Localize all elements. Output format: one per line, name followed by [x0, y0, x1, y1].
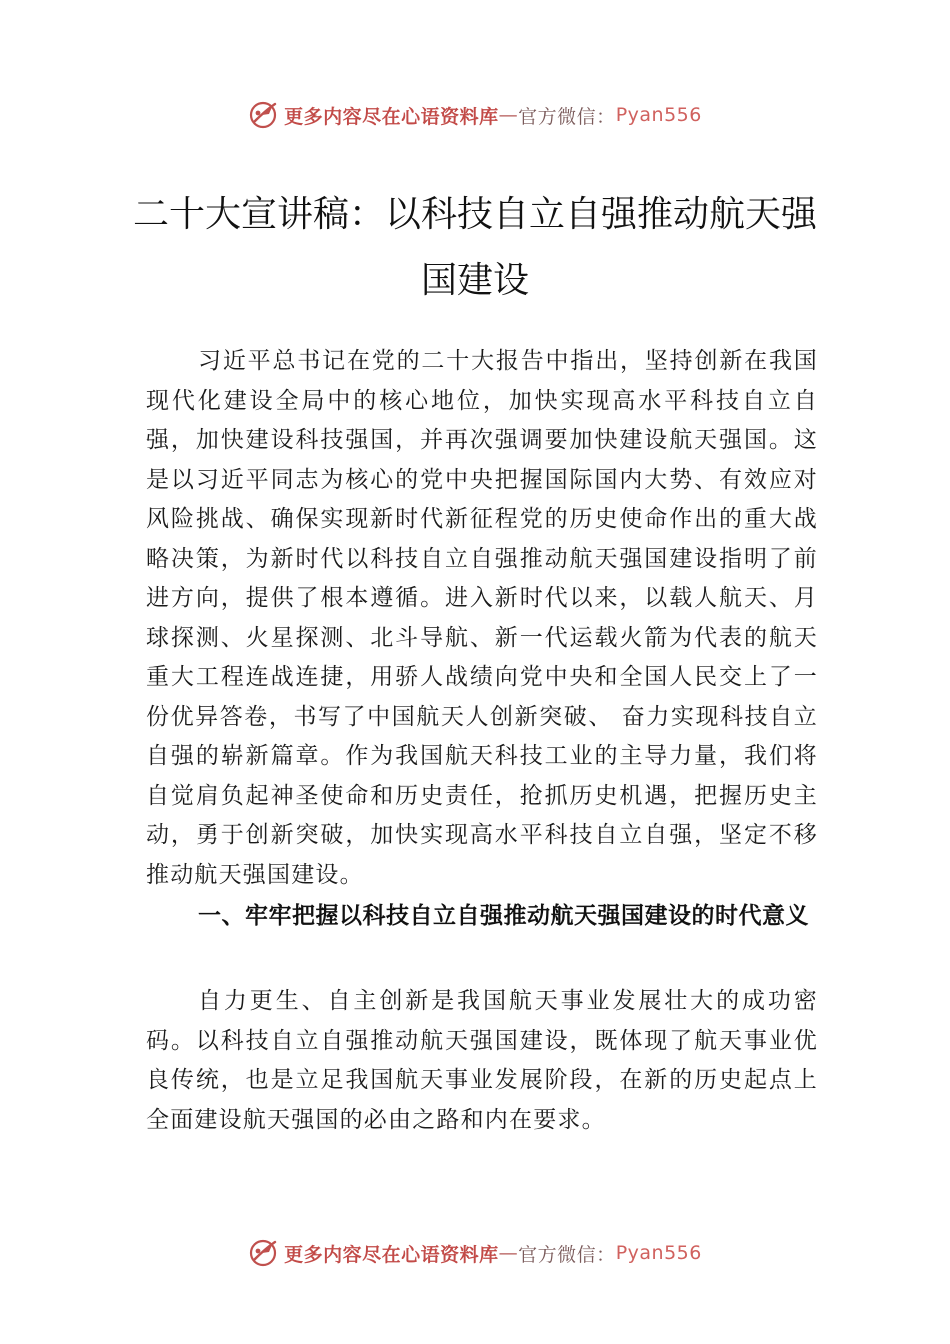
watermark-brand: 更多内容尽在心语资料库 [284, 105, 499, 128]
watermark-separator: — [498, 1242, 519, 1264]
watermark-label: 官方微信： [518, 1243, 616, 1266]
watermark-separator: — [498, 104, 519, 126]
watermark-wechat-id: Pyan556 [615, 1242, 702, 1264]
watermark-header [0, 95, 950, 135]
watermark-brand: 更多内容尽在心语资料库 [284, 1243, 499, 1266]
quill-pen-logo-icon [248, 1238, 278, 1268]
paragraph-section-1: 自力更生、自主创新是我国航天事业发展壮大的成功密码。以科技自立自强推动航天强国建设，既体现了航天事业优良传统，也是立足我国航天事业发展阶段，在新的历史起点上全面建设航天强国的必由之路和内在要求。 [146, 988, 818, 1133]
document-title: 二十大宣讲稿：以科技自立自强推动航天强国建设 [132, 194, 817, 301]
quill-pen-logo-icon [248, 100, 278, 130]
watermark-label: 官方微信： [518, 105, 616, 128]
watermark-wechat-id: Pyan556 [615, 104, 702, 126]
section-heading-1: 一、牢牢把握以科技自立自强推动航天强国建设的时代意义 [198, 903, 809, 929]
paragraph-intro: 习近平总书记在党的二十大报告中指出，坚持创新在我国现代化建设全局中的核心地位，加快实现高水平科技自立自强，加快建设科技强国，并再次强调要加快建设航天强国。这是以习近平同志为核心的党中央把握国际国内大势、有效应对风险挑战、确保实现新时代新征程党的历史使命作出的重大战略决策，为新时代以科技自立自强推动航天强国建设指明了前进方向，提供了根本遵循。进入新时代以来，以载人航天、月球探测、火星探测、北斗导航、新一代运载火箭为代表的航天重大工程连战连捷，用骄人战绩向党中央和全国人民交上了一份优异答卷，书写了中国航天人创新突破、 奋力实现科技自立自强的崭新篇章。作为我国航天科技工业的主导力量，我们将自觉肩负起神圣使命和历史责任，抢抓历史机遇，把握历史主动，勇于创新突破，加快实现高水平科技自立自强，坚定不移推动航天强国建设。 [146, 348, 818, 888]
watermark-footer [0, 1233, 950, 1273]
